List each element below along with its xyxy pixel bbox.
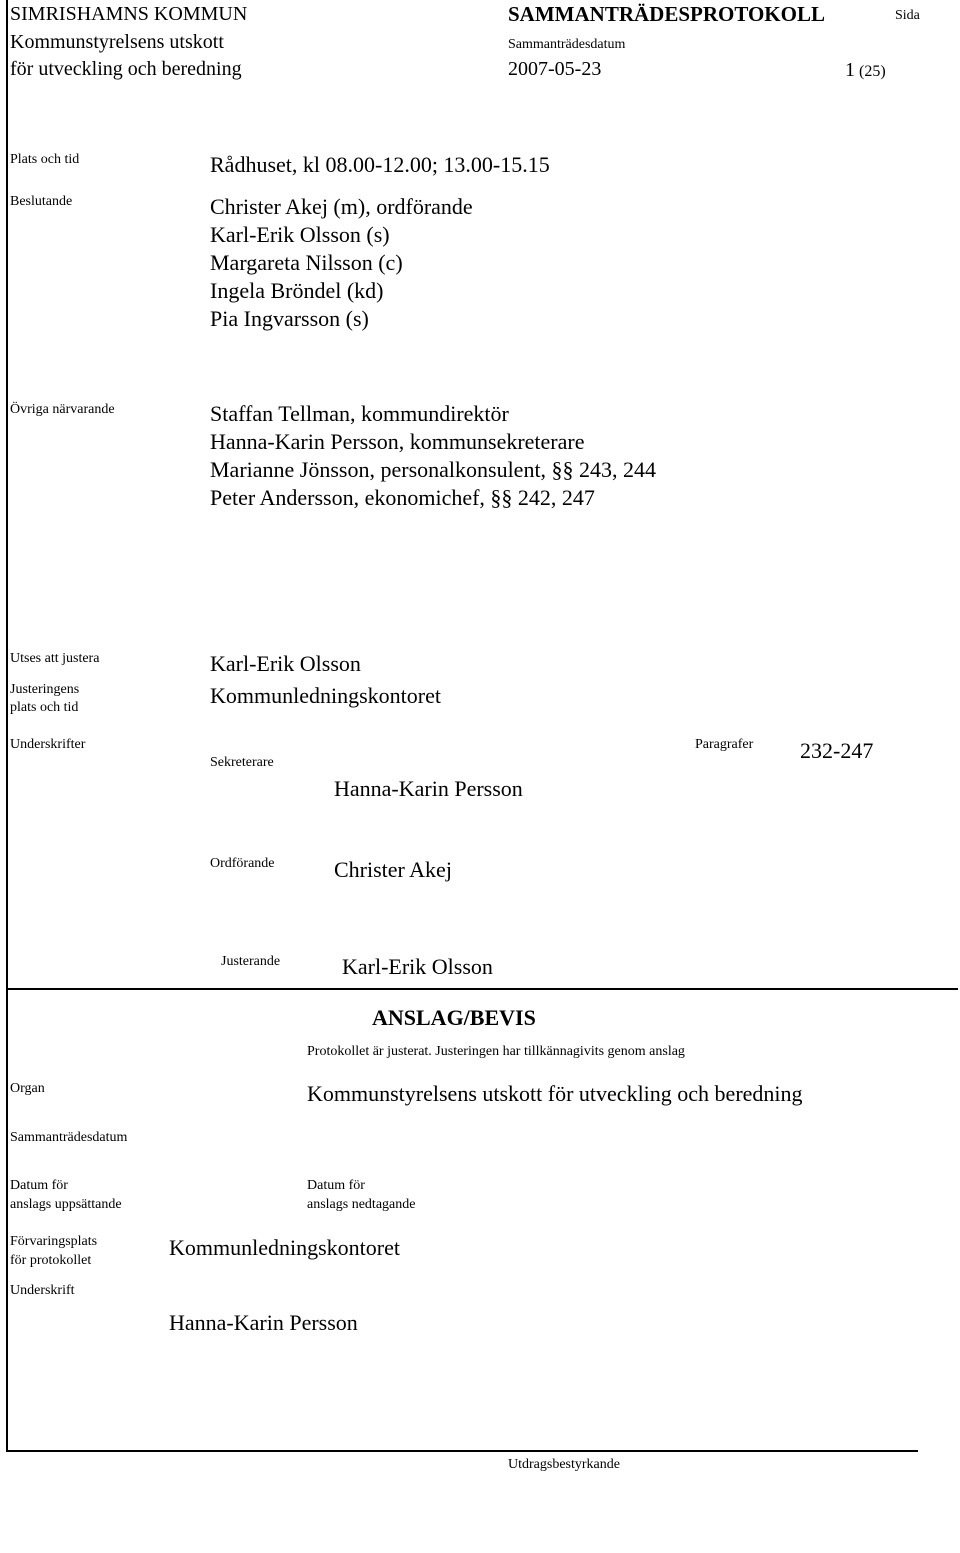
secretary-label: Sekreterare: [210, 755, 274, 770]
certified-label: Utdragsbestyrkande: [508, 1457, 620, 1472]
other-attendee: Staffan Tellman, kommundirektör: [210, 401, 509, 426]
adjust-label: Utses att justera: [10, 651, 100, 666]
adjust-place-label-1: Justeringens: [10, 682, 80, 697]
adjuster-label: Justerande: [221, 954, 281, 969]
chair-name: Christer Akej: [334, 857, 452, 882]
date-label: Sammanträdesdatum: [508, 37, 626, 52]
decision-member: Christer Akej (m), ordförande: [210, 194, 473, 219]
adjust-place-label-2: plats och tid: [10, 700, 79, 715]
page-label: Sida: [895, 8, 920, 23]
others-list: [210, 400, 656, 512]
committee-name-line2: för utveckling och beredning: [10, 58, 242, 80]
decision-label: Beslutande: [10, 194, 73, 209]
decision-member: Karl-Erik Olsson (s): [210, 222, 390, 247]
meeting-date: 2007-05-23: [508, 58, 602, 80]
footer-divider-line: [6, 1450, 918, 1452]
signature-label: Underskrift: [10, 1283, 75, 1298]
organ-value: Kommunstyrelsens utskott för utveckling och beredning: [307, 1081, 803, 1106]
adjuster-name: Karl-Erik Olsson: [342, 954, 493, 979]
other-attendee: Hanna-Karin Persson, kommunsekreterare: [210, 429, 585, 454]
storage-value: Kommunledningskontoret: [169, 1235, 400, 1260]
org-name: SIMRISHAMNS KOMMUN: [10, 3, 248, 25]
secretary-name: Hanna-Karin Persson: [334, 776, 523, 801]
paragraphs-label: Paragrafer: [695, 737, 754, 752]
notice-statement: Protokollet är justerat. Justeringen har tillkännagivits genom anslag: [307, 1044, 685, 1059]
doc-type-title: SAMMANTRÄDESPROTOKOLL: [508, 2, 825, 26]
page-total: (25): [859, 63, 886, 80]
signature-value: Hanna-Karin Persson: [169, 1310, 358, 1335]
removed-label-2: anslags nedtagande: [307, 1197, 416, 1212]
decision-member: Margareta Nilsson (c): [210, 250, 403, 275]
organ-label: Organ: [10, 1081, 45, 1096]
meeting-date-label: Sammanträdesdatum: [10, 1130, 128, 1145]
adjust-value: Karl-Erik Olsson: [210, 651, 361, 676]
decision-member: Pia Ingvarsson (s): [210, 306, 369, 331]
decision-member: Ingela Bröndel (kd): [210, 278, 384, 303]
signatures-label: Underskrifter: [10, 737, 86, 752]
place-value: Rådhuset, kl 08.00-12.00; 13.00-15.15: [210, 152, 550, 177]
decision-members-list: [210, 193, 473, 333]
other-attendee: Marianne Jönsson, personalkonsulent, §§ 243, 244: [210, 457, 657, 482]
paragraphs-value: 232-247: [800, 738, 874, 763]
posted-label-1: Datum för: [10, 1178, 68, 1193]
place-label: Plats och tid: [10, 152, 80, 167]
page-number: 1: [845, 59, 855, 81]
page-indicator: [845, 60, 886, 80]
notice-divider-line: [6, 988, 958, 990]
posted-label-2: anslags uppsättande: [10, 1197, 122, 1212]
notice-title: ANSLAG/BEVIS: [372, 1005, 536, 1030]
other-attendee: Peter Andersson, ekonomichef, §§ 242, 247: [210, 485, 595, 510]
committee-name-line1: Kommunstyrelsens utskott: [10, 31, 224, 53]
others-label: Övriga närvarande: [10, 402, 115, 417]
chair-label: Ordförande: [210, 856, 275, 871]
adjust-place-value: Kommunledningskontoret: [210, 683, 441, 708]
left-border-line: [6, 0, 8, 1452]
storage-label-1: Förvaringsplats: [10, 1234, 98, 1249]
removed-label-1: Datum för: [307, 1178, 365, 1193]
storage-label-2: för protokollet: [10, 1253, 92, 1268]
